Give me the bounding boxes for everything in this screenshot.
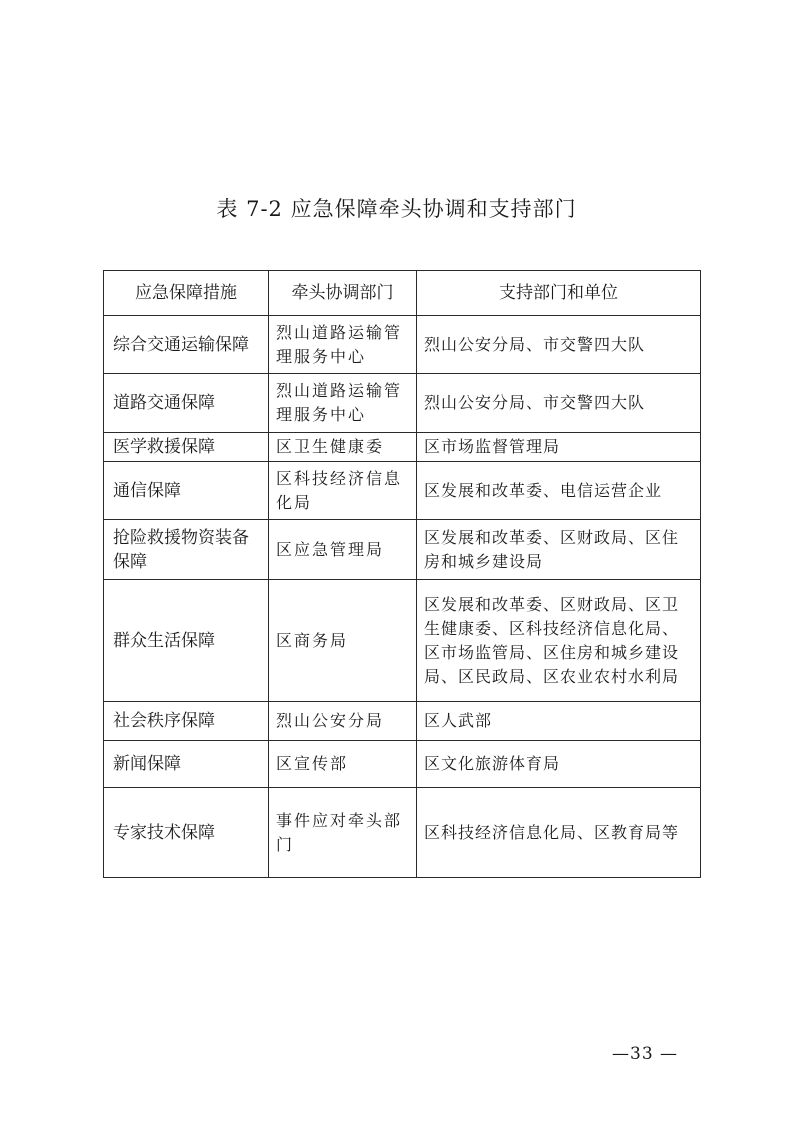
table-row	[104, 316, 701, 374]
support-departments-cell: 烈山公安分局、市交警四大队	[417, 374, 701, 433]
table-row	[104, 462, 701, 520]
table-row	[104, 702, 701, 741]
header-lead-department: 牵头协调部门	[269, 271, 417, 316]
support-departments-cell: 区人武部	[417, 702, 701, 741]
table-row	[104, 374, 701, 433]
header-support-departments: 支持部门和单位	[417, 271, 701, 316]
measure-cell: 群众生活保障	[104, 580, 269, 702]
lead-department-cell: 烈山公安分局	[269, 702, 417, 741]
lead-department-cell: 烈山道路运输管理服务中心	[269, 374, 417, 433]
header-measure: 应急保障措施	[104, 271, 269, 316]
table-title: 表 7-2 应急保障牵头协调和支持部门	[216, 197, 577, 221]
support-departments-cell: 区发展和改革委、区财政局、区卫生健康委、区科技经济信息化局、区市场监管局、区住房和城乡建设局、区民政局、区农业农村水利局	[417, 580, 701, 702]
lead-department-cell: 区应急管理局	[269, 520, 417, 580]
measure-cell: 抢险救援物资装备保障	[104, 520, 269, 580]
table-header-row	[104, 271, 701, 316]
support-departments-cell: 区发展和改革委、区财政局、区住房和城乡建设局	[417, 520, 701, 580]
support-departments-table	[103, 270, 701, 878]
measure-cell: 专家技术保障	[104, 788, 269, 878]
table-row	[104, 580, 701, 702]
table-row	[104, 520, 701, 580]
lead-department-cell: 事件应对牵头部门	[269, 788, 417, 878]
lead-department-cell: 区宣传部	[269, 741, 417, 788]
table-row	[104, 788, 701, 878]
support-departments-cell: 烈山公安分局、市交警四大队	[417, 316, 701, 374]
measure-cell: 道路交通保障	[104, 374, 269, 433]
table-row	[104, 741, 701, 788]
measure-cell: 社会秩序保障	[104, 702, 269, 741]
support-departments-cell: 区科技经济信息化局、区教育局等	[417, 788, 701, 878]
lead-department-cell: 区卫生健康委	[269, 433, 417, 462]
measure-cell: 综合交通运输保障	[104, 316, 269, 374]
table-row	[104, 433, 701, 462]
measure-cell: 通信保障	[104, 462, 269, 520]
support-departments-cell: 区发展和改革委、电信运营企业	[417, 462, 701, 520]
lead-department-cell: 烈山道路运输管理服务中心	[269, 316, 417, 374]
measure-cell: 新闻保障	[104, 741, 269, 788]
support-departments-cell: 区文化旅游体育局	[417, 741, 701, 788]
page-number: —33 —	[612, 1044, 679, 1064]
lead-department-cell: 区商务局	[269, 580, 417, 702]
measure-cell: 医学救援保障	[104, 433, 269, 462]
lead-department-cell: 区科技经济信息化局	[269, 462, 417, 520]
support-departments-cell: 区市场监督管理局	[417, 433, 701, 462]
